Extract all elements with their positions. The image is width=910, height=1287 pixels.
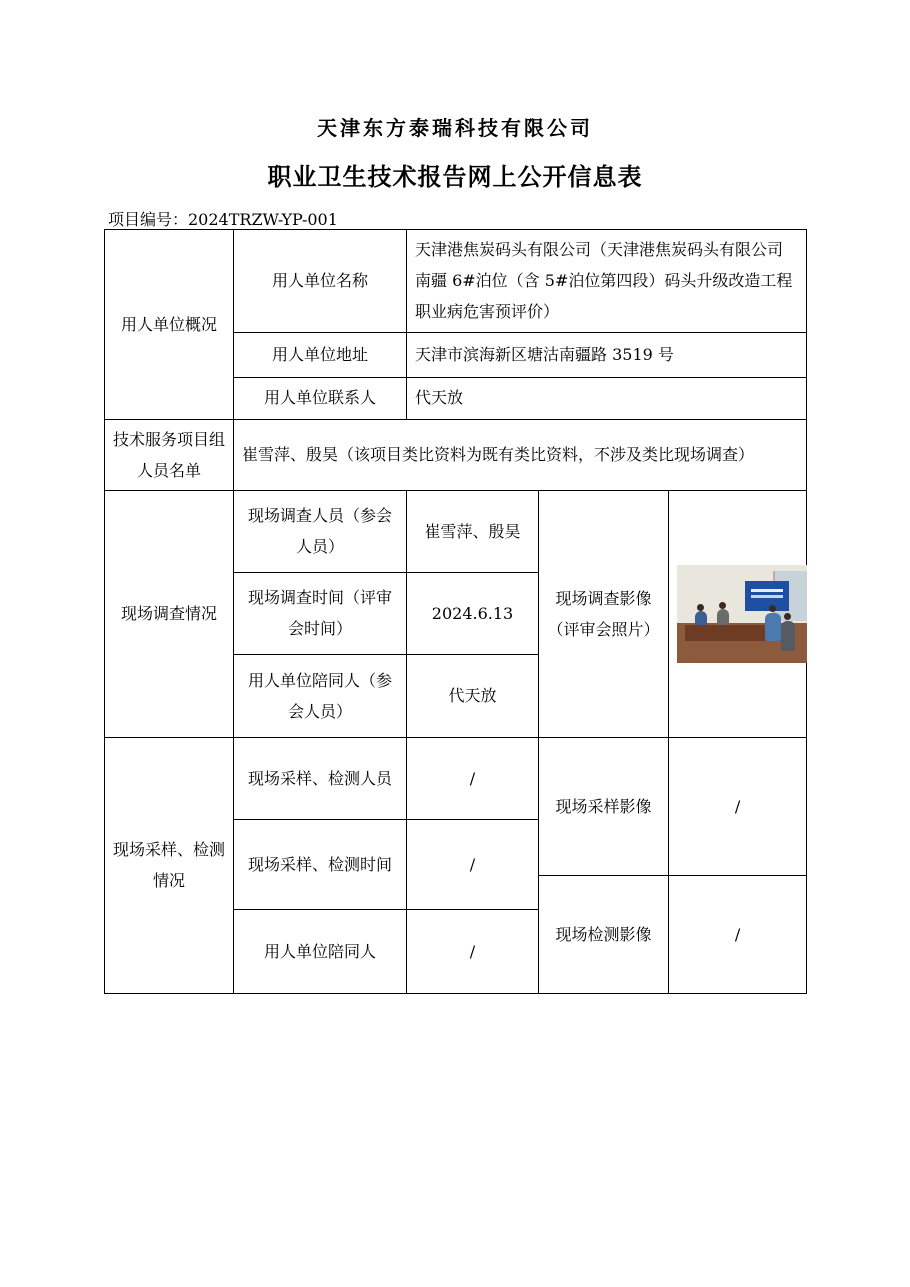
sampling-time-value: /: [407, 819, 539, 909]
survey-time-value: 2024.6.13: [407, 572, 539, 654]
sampling-label: 现场采样、检测情况: [105, 737, 234, 993]
testing-image-value: /: [669, 875, 807, 993]
info-table: [104, 229, 807, 994]
investigators-value: 崔雪萍、殷昊: [407, 490, 539, 572]
employer-address-value: 天津市滨海新区塘沽南疆路 3519 号: [407, 332, 807, 377]
employer-contact-value: 代天放: [407, 377, 807, 419]
employer-address-label: 用人单位地址: [234, 332, 407, 377]
employer-contact-label: 用人单位联系人: [234, 377, 407, 419]
meeting-photo-icon: [677, 565, 807, 663]
company-name: 天津东方泰瑞科技有限公司: [317, 116, 593, 140]
sampling-staff-label: 现场采样、检测人员: [234, 737, 407, 819]
site-survey-label: 现场调查情况: [105, 490, 234, 737]
sampling-staff-value: /: [407, 737, 539, 819]
sampling-escort-label: 用人单位陪同人: [234, 909, 407, 993]
sampling-image-value: /: [669, 737, 807, 875]
survey-image-cell: [669, 490, 807, 737]
survey-escort-label: 用人单位陪同人（参会人员）: [234, 654, 407, 737]
team-label: 技术服务项目组人员名单: [105, 419, 234, 490]
sampling-escort-value: /: [407, 909, 539, 993]
team-value: 崔雪萍、殷昊（该项目类比资料为既有类比资料，不涉及类比现场调查）: [234, 419, 807, 490]
table-row: [105, 490, 807, 572]
employer-name-label: 用人单位名称: [234, 230, 407, 333]
survey-escort-value: 代天放: [407, 654, 539, 737]
sampling-image-label: 现场采样影像: [539, 737, 669, 875]
project-number: 项目编号：2024TRZW-YP-001: [108, 210, 338, 229]
testing-image-label: 现场检测影像: [539, 875, 669, 993]
survey-time-label: 现场调查时间（评审会时间）: [234, 572, 407, 654]
document-title: 职业卫生技术报告网上公开信息表: [267, 163, 643, 191]
employer-overview-label: 用人单位概况: [105, 230, 234, 420]
table-row: [105, 737, 807, 783]
investigators-label: 现场调查人员（参会人员）: [234, 490, 407, 572]
table-row: [105, 230, 807, 333]
survey-image-label: 现场调查影像（评审会照片）: [539, 490, 669, 737]
table-row: [105, 419, 807, 490]
sampling-time-label: 现场采样、检测时间: [234, 819, 407, 909]
employer-name-value: 天津港焦炭码头有限公司（天津港焦炭码头有限公司南疆 6#泊位（含 5#泊位第四段）码头升级改造工程职业病危害预评价）: [407, 230, 807, 333]
